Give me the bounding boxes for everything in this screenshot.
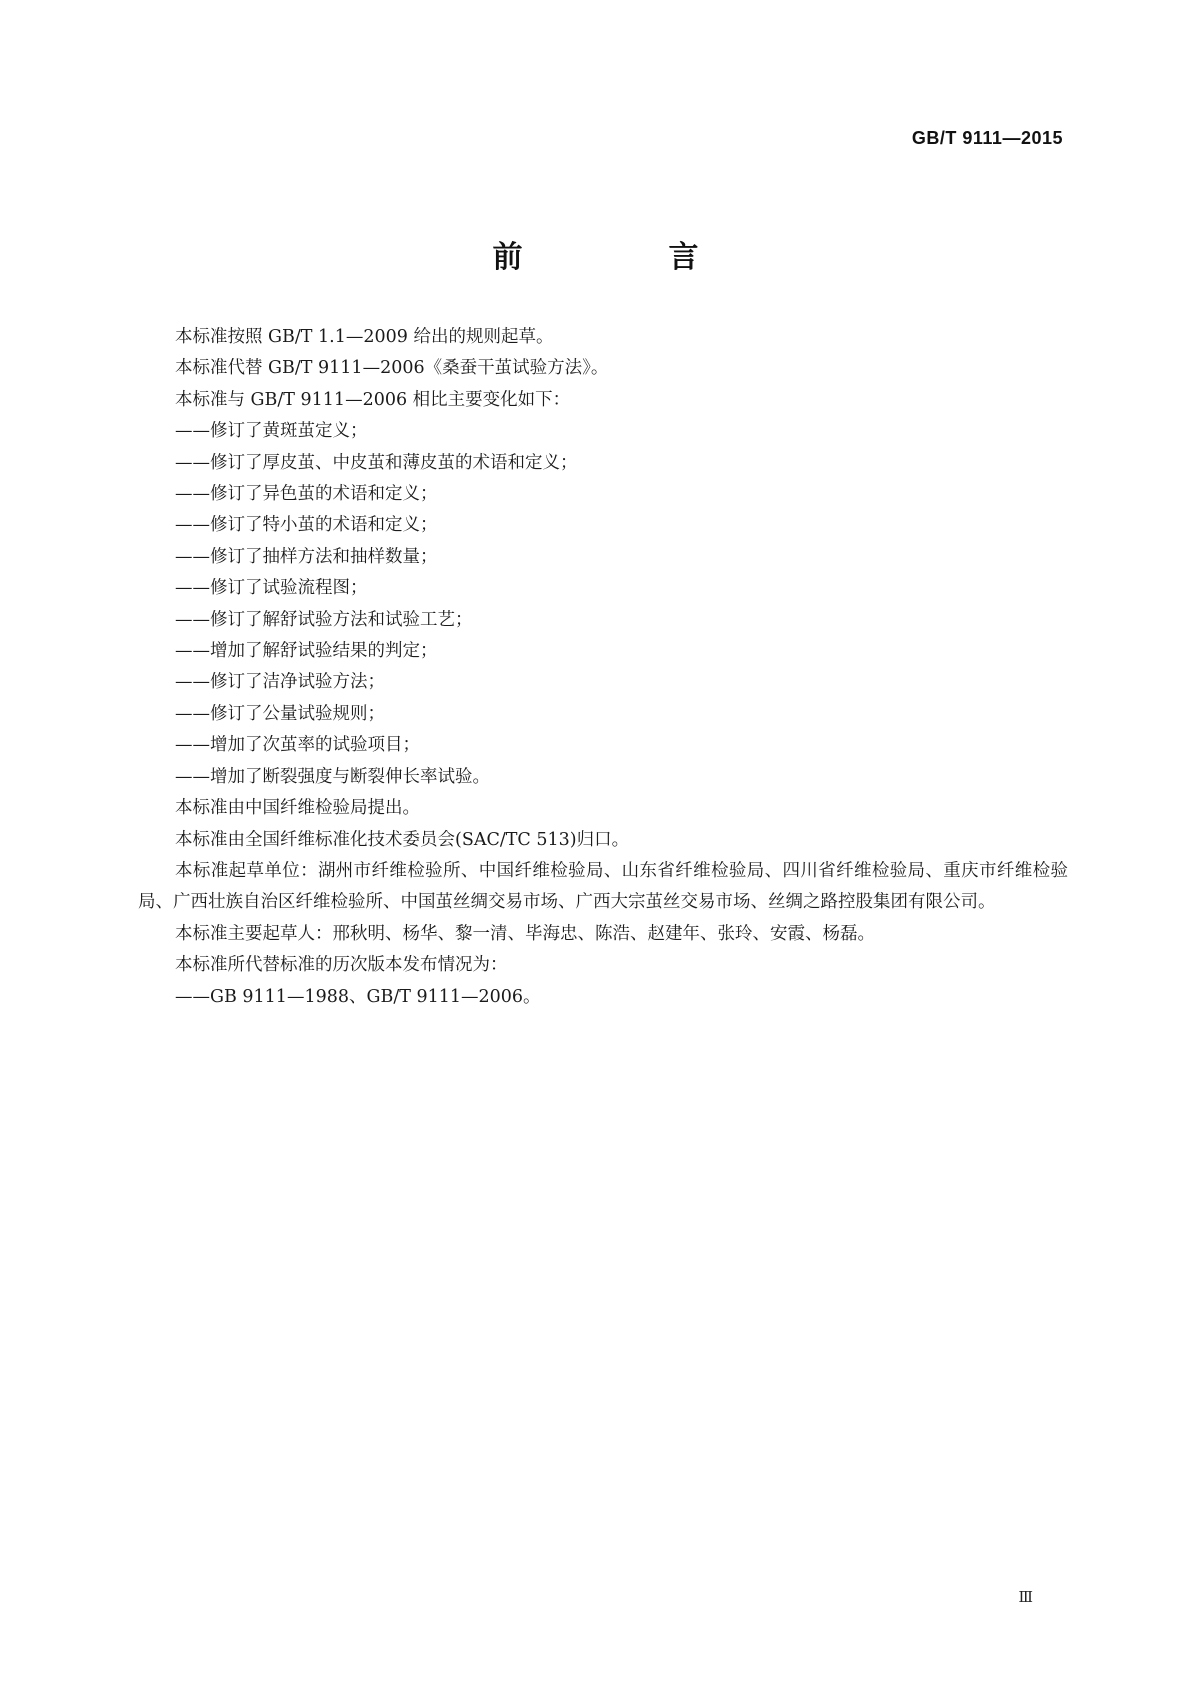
change-item: ——修订了试验流程图；	[175, 578, 368, 599]
change-item: ——修订了特小茧的术语和定义；	[175, 515, 438, 536]
change-item: ——修订了抽样方法和抽样数量；	[175, 546, 438, 567]
change-item: ——修订了异色茧的术语和定义；	[175, 484, 438, 505]
change-item: ——修订了解舒试验方法和试验工艺；	[175, 609, 473, 630]
page-title: 前 言	[492, 240, 757, 275]
change-item: ——修订了厚皮茧、中皮茧和薄皮茧的术语和定义；	[175, 452, 578, 473]
change-item: ——增加了次茧率的试验项目；	[175, 735, 420, 756]
paragraph: 本标准与 GB/T 9111—2006 相比主要变化如下：	[175, 389, 571, 410]
change-item: ——修订了洁净试验方法；	[175, 672, 385, 693]
page-number: Ⅲ	[1018, 1588, 1033, 1606]
change-item: ——修订了公量试验规则；	[175, 703, 385, 724]
proposer-paragraph: 本标准由中国纤维检验局提出。	[175, 798, 420, 819]
document-body	[138, 322, 1068, 1013]
standard-code: GB/T 9111—2015	[911, 128, 1063, 148]
drafters-paragraph: 本标准主要起草人：邢秋明、杨华、黎一清、毕海忠、陈浩、赵建年、张玲、安霞、杨磊。	[175, 923, 875, 944]
paragraph: 本标准按照 GB/T 1.1—2009 给出的规则起草。	[175, 327, 554, 347]
change-item: ——修订了黄斑茧定义；	[175, 421, 368, 442]
committee-paragraph: 本标准由全国纤维标准化技术委员会(SAC/TC 513)归口。	[175, 829, 630, 850]
history-item: ——GB 9111—1988、GB/T 9111—2006。	[175, 986, 541, 1007]
drafting-units-paragraph: 本标准起草单位：湖州市纤维检验所、中国纤维检验局、山东省纤维检验局、四川省纤维检验局、重庆市纤维检验局、广西壮族自治区纤维检验所、中国茧丝绸交易市场、广西大宗茧丝交易市场、丝绸之路控股集团有限公司。	[138, 860, 1068, 913]
change-item: ——增加了断裂强度与断裂伸长率试验。	[175, 766, 490, 787]
history-intro-paragraph: 本标准所代替标准的历次版本发布情况为：	[175, 955, 508, 976]
paragraph: 本标准代替 GB/T 9111—2006《桑蚕干茧试验方法》。	[175, 358, 609, 379]
change-item: ——增加了解舒试验结果的判定；	[175, 641, 438, 662]
